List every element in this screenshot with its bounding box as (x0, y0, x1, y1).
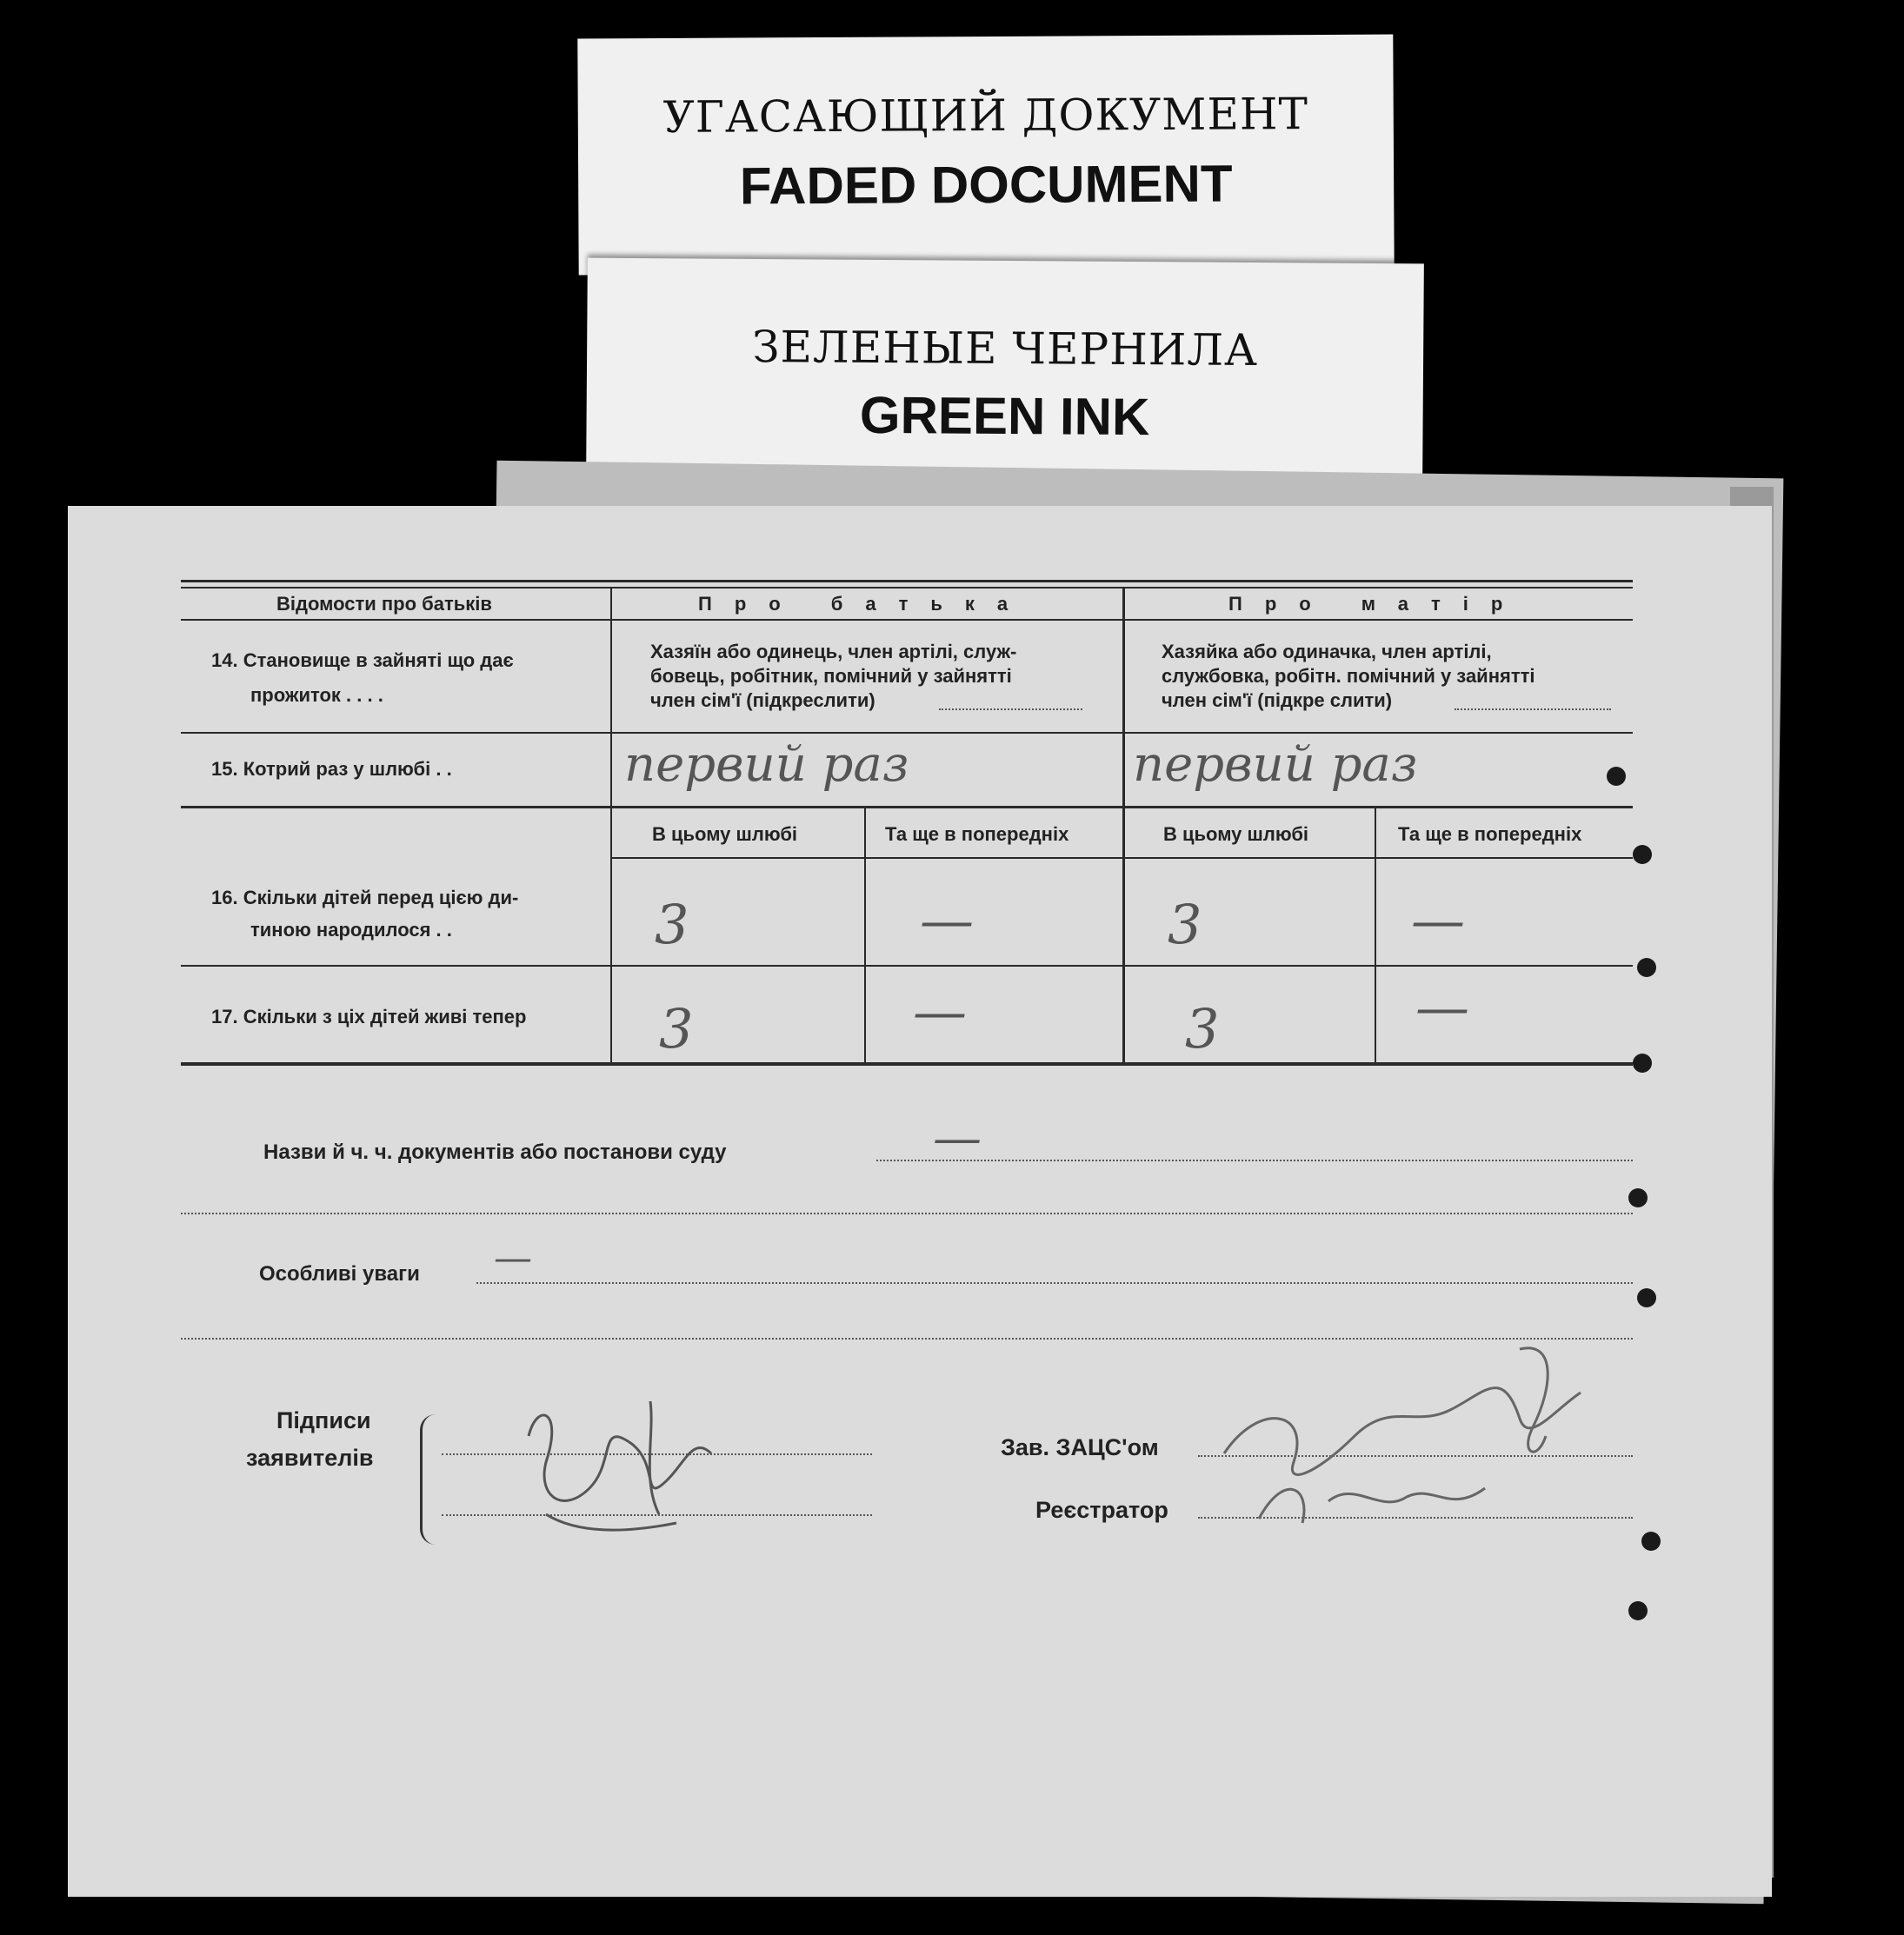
header-mother: Про матір (1228, 593, 1526, 615)
head-registry-label: Зав. ЗАЦС'ом (1001, 1434, 1159, 1460)
punch-hole (1607, 767, 1626, 786)
card-title-ru: УГАСАЮЩИЙ ДОКУМЕНТ (662, 89, 1308, 143)
applicants-signature-label-cont: заявителів (246, 1445, 374, 1471)
row14-mother-text: Хазяйка або одиначка, член артілі, (1162, 641, 1492, 662)
row16-bottom-rule (181, 965, 1633, 967)
row16-father-prev: — (920, 888, 974, 952)
row15-father-handwritten: первий раз (624, 736, 909, 793)
table-bottom-rule (181, 1062, 1633, 1066)
header-bottom-rule (181, 619, 1633, 621)
punch-hole (1637, 1288, 1656, 1307)
applicant-signature-scribble (511, 1384, 737, 1549)
row15-bottom-rule (181, 806, 1633, 808)
punch-hole (1641, 1532, 1661, 1551)
documents-handwritten: — (933, 1110, 982, 1167)
subheader-father-this: В цьому шлюбі (652, 823, 798, 845)
table-top-rule-2 (181, 587, 1633, 588)
row14-father-fill-line (939, 708, 1082, 710)
faded-document-card (577, 35, 1394, 276)
subheader-mother-this: В цьому шлюбі (1163, 823, 1309, 845)
signature-brace (420, 1414, 438, 1545)
row16-mother-prev: — (1411, 888, 1465, 952)
row16-mother-this: 3 (1168, 893, 1202, 956)
row15-label: 15. Котрий раз у шлюбі . . (211, 758, 452, 780)
registration-form-page (68, 506, 1772, 1897)
row16-label-cont: тиною народилося . . (250, 919, 452, 941)
notes-label: Особливі уваги (259, 1262, 420, 1286)
row14-mother-text: член сім'ї (підкре слити) (1162, 689, 1393, 711)
row17-mother-this: 3 (1185, 997, 1220, 1061)
applicants-signature-label: Підписи (276, 1407, 371, 1433)
card-title-en: FADED DOCUMENT (739, 154, 1233, 216)
punch-hole (1633, 845, 1652, 864)
row17-label: 17. Скільки з ціх дітей живі тепер (211, 1006, 527, 1027)
subheader-father-prev: Та ще в попередніх (885, 823, 1069, 845)
row14-mother-text: службовка, робітн. помічний у зайнятті (1162, 665, 1535, 687)
header-parents-info: Відомости про батьків (276, 593, 492, 615)
row14-label-cont: прожиток . . . . (250, 684, 383, 706)
table-top-rule (181, 580, 1633, 582)
notes-fill-line (476, 1282, 1633, 1284)
col-divider-parents (1122, 588, 1125, 1064)
card-title-ru: ЗЕЛЕНЫЕ ЧЕРНИЛА (752, 321, 1259, 376)
notes-handwritten: — (494, 1236, 532, 1280)
green-ink-card (586, 258, 1424, 482)
row14-father-text: член сім'ї (підкреслити) (650, 689, 875, 711)
row16-label: 16. Скільки дітей перед цією ди- (211, 887, 519, 908)
subheader-mother-prev: Та ще в попередніх (1398, 823, 1582, 845)
row16-father-this: 3 (655, 893, 689, 956)
official-signature-scribble (1189, 1314, 1624, 1540)
registrar-label: Реєстратор (1035, 1497, 1168, 1523)
row14-father-text: Хазяїн або одинець, член артілі, служ- (650, 641, 1017, 662)
header-father: Про батька (698, 593, 1031, 615)
row14-label: 14. Становище в зайняті що дає (211, 649, 514, 671)
row14-mother-fill-line (1455, 708, 1611, 710)
col-divider-mother (1375, 808, 1376, 1064)
punch-hole (1628, 1601, 1648, 1620)
row17-father-this: 3 (659, 997, 694, 1061)
card-title-en: GREEN INK (859, 385, 1150, 447)
row15-mother-handwritten: первий раз (1133, 736, 1418, 793)
col-divider-label (610, 588, 612, 1064)
punch-hole (1633, 1054, 1652, 1073)
col-divider-father (864, 808, 866, 1064)
row17-mother-prev: — (1415, 975, 1469, 1039)
row14-bottom-rule (181, 732, 1633, 734)
documents-fill-line (876, 1160, 1633, 1161)
punch-hole (1628, 1188, 1648, 1207)
punch-hole (1637, 958, 1656, 977)
documents-fill-line-2 (181, 1213, 1633, 1214)
row17-father-prev: — (913, 980, 967, 1043)
row14-father-text: бовець, робітник, помічний у зайнятті (650, 665, 1012, 687)
documents-label: Назви й ч. ч. документів або постанови суду (263, 1140, 727, 1164)
